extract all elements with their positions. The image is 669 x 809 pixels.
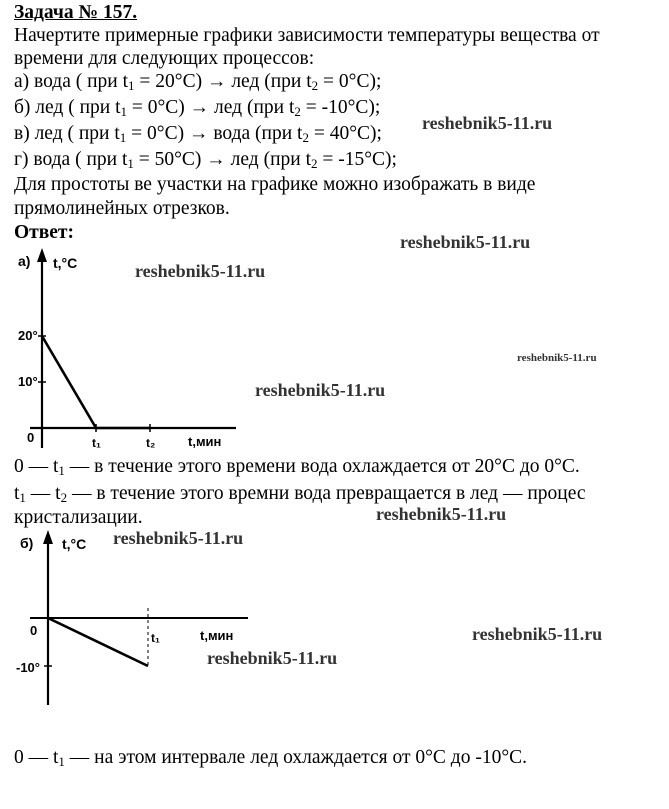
note-line-1: Для простоты ве участки на графике можно изображать в виде (14, 174, 536, 195)
answer-label: Ответ: (14, 222, 75, 243)
graph-b-x-label: t,мин (200, 628, 234, 643)
graph-a-y-label: t,°C (53, 255, 78, 271)
graph-a-panel-label: а) (18, 253, 31, 269)
graph-b-origin-label: 0 (30, 623, 38, 638)
watermark: reshebnik5-11.ru (135, 261, 266, 281)
graph-b-x-tick-label: t₁ (151, 631, 160, 645)
problem-statement-line-2: времени для следующих процессов: (14, 48, 315, 69)
problem-statement-line-1: Начертите примерные графики зависимости температуры вещества от (14, 25, 600, 46)
explanation-a-3: кристализации. (14, 507, 143, 528)
watermark: reshebnik5-11.ru (376, 504, 507, 524)
graph-b-y-arrow (43, 530, 53, 544)
graph-a-x-label: t,мин (188, 434, 222, 449)
case-b: б) лед ( при $t_1 = 0^\circ C$) → лед (при $t_2 = -10^\circ C$); (14, 97, 381, 119)
graph-a-y-tick-label: 20° (18, 328, 38, 343)
graph-a-x-tick-label: t₂ (146, 436, 156, 450)
watermark: reshebnik5-11.ru (400, 232, 531, 252)
watermark: reshebnik5-11.ru (207, 648, 338, 668)
graph-a-origin-label: 0 (27, 430, 35, 445)
graph-b-series-line (48, 618, 148, 666)
explanation-a-2: $t_1$ — $t_2$ — в течение этого времни вода превращается в лед — процес (14, 483, 586, 505)
case-g: г) вода ( при $t_1 = 50^\circ C$) → лед (при $t_2 = -15^\circ C$); (14, 149, 397, 171)
explanation-a-1: 0 — $t_1$ — в течение этого времени вода охлаждается от 20°C до 0°C. (14, 456, 580, 478)
explanation-b-1: 0 — $t_1$ — на этом интервале лед охлаждается от 0°C до -10°C. (14, 747, 528, 769)
graph-b-y-label: t,°C (62, 536, 87, 552)
watermark: reshebnik5-11.ru (255, 380, 386, 400)
watermark: reshebnik5-11.ru (113, 528, 244, 548)
graph-a-y-arrow (37, 248, 47, 262)
graph-a-series-line (42, 336, 150, 428)
case-a: а) вода ( при $t_1 = 20^\circ C$) → лед (при $t_2 = 0^\circ C$); (14, 71, 382, 93)
graph-b-y-tick-label: -10° (16, 660, 40, 675)
graph-a-y-tick-label: 10° (18, 374, 38, 389)
note-line-2: прямолинейных отрезков. (14, 198, 230, 219)
watermark: reshebnik5-11.ru (422, 113, 553, 133)
watermark: reshebnik5-11.ru (517, 352, 597, 364)
case-v: в) лед ( при $t_1 = 0^\circ C$) → вода (при $t_2 = 40^\circ C$); (14, 123, 382, 145)
graph-b-panel-label: б) (20, 535, 34, 551)
problem-title: Задача № 157. (14, 2, 138, 23)
watermark: reshebnik5-11.ru (472, 624, 603, 644)
graph-a-x-tick-label: t₁ (92, 436, 101, 450)
